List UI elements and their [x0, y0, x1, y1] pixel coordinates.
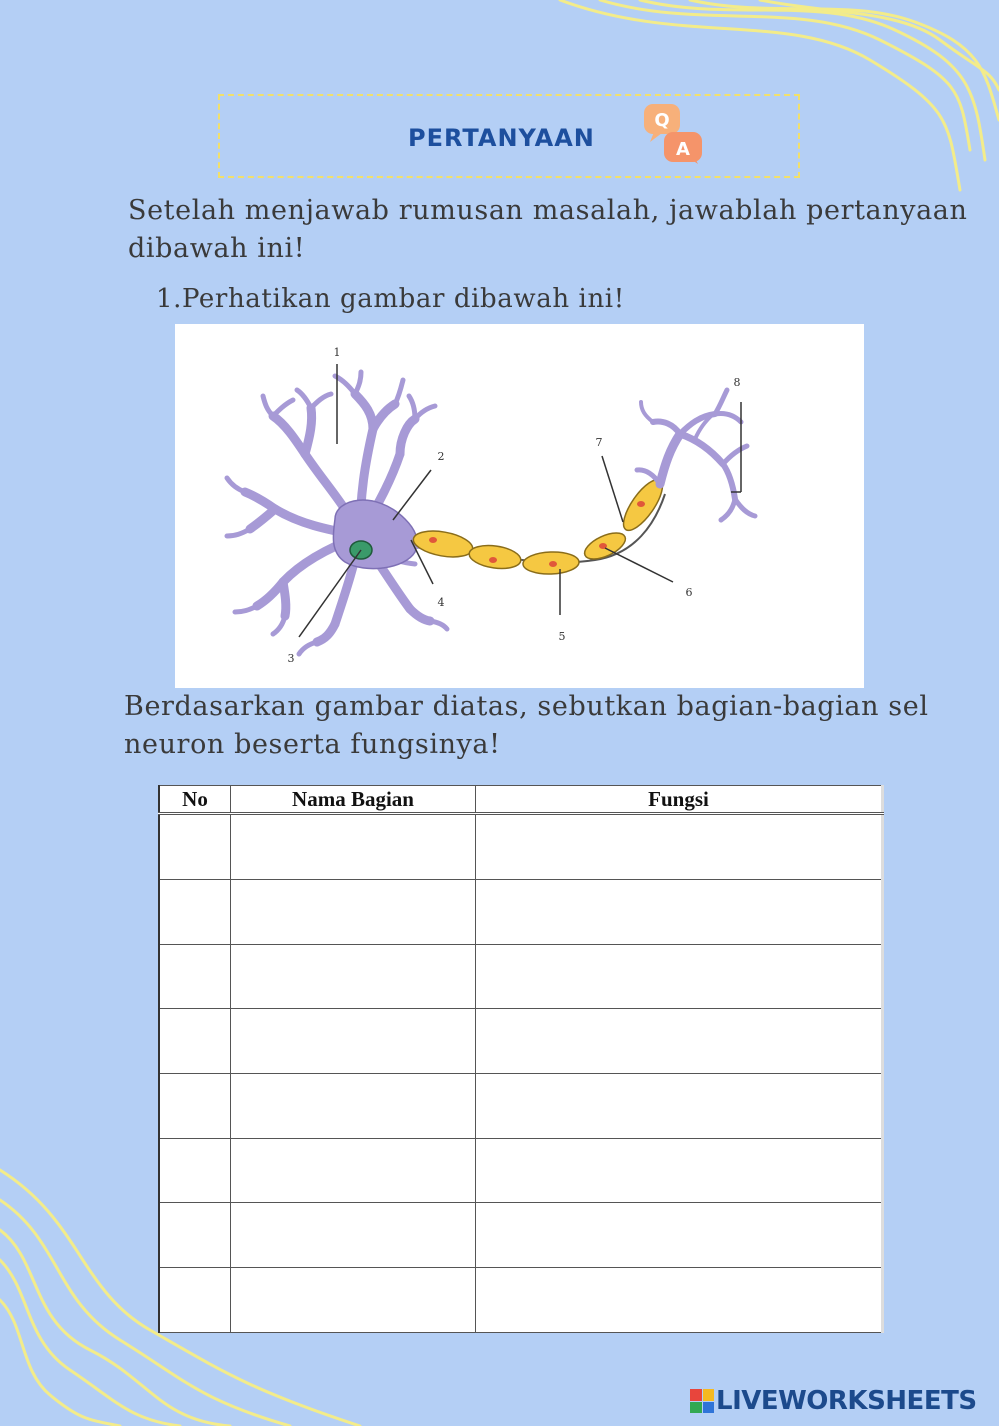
label-4: 4	[437, 596, 445, 609]
label-7: 7	[595, 436, 603, 449]
cell-fungsi[interactable]	[476, 1009, 883, 1074]
header-nama-bagian: Nama Bagian	[231, 786, 476, 814]
qa-icon-q: Q	[654, 110, 670, 131]
cell-fungsi[interactable]	[476, 1203, 883, 1268]
label-5: 5	[558, 630, 566, 643]
label-3: 3	[287, 652, 295, 665]
neuron-diagram	[175, 324, 864, 688]
label-8: 8	[733, 376, 741, 389]
cell-fungsi[interactable]	[476, 814, 883, 880]
table-row	[159, 1138, 883, 1203]
cell-no[interactable]	[159, 1073, 231, 1138]
table-row	[159, 1203, 883, 1268]
cell-no[interactable]	[159, 944, 231, 1009]
cell-no[interactable]	[159, 1268, 231, 1333]
cell-no[interactable]	[159, 1138, 231, 1203]
cell-nama-bagian[interactable]	[231, 1203, 476, 1268]
brand-name: LIVEWORKSHEETS	[716, 1386, 977, 1416]
myelin-sheath	[411, 474, 669, 575]
cell-fungsi[interactable]	[476, 879, 883, 944]
question-text: Berdasarkan gambar diatas, sebutkan bagian-bagian sel neuron beserta fungsinya!	[124, 691, 929, 760]
cell-nama-bagian[interactable]	[231, 879, 476, 944]
table-row	[159, 814, 883, 880]
cell-no[interactable]	[159, 879, 231, 944]
cell-no[interactable]	[159, 1203, 231, 1268]
label-2: 2	[437, 450, 445, 463]
answer-table	[158, 785, 884, 1333]
cell-nama-bagian[interactable]	[231, 944, 476, 1009]
header-no: No	[159, 786, 231, 814]
table-header-row	[159, 786, 883, 814]
cell-fungsi[interactable]	[476, 944, 883, 1009]
qa-icon-a: A	[676, 139, 690, 160]
intro-text: Setelah menjawab rumusan masalah, jawablah pertanyaan dibawah ini!	[128, 195, 968, 264]
table-row	[159, 1073, 883, 1138]
cell-body	[333, 500, 417, 569]
table-row	[159, 1268, 883, 1333]
label-1: 1	[333, 346, 341, 359]
cell-nama-bagian[interactable]	[231, 814, 476, 880]
cell-nama-bagian[interactable]	[231, 1138, 476, 1203]
cell-nama-bagian[interactable]	[231, 1073, 476, 1138]
liveworksheets-logo[interactable]	[690, 1386, 977, 1416]
cell-nama-bagian[interactable]	[231, 1009, 476, 1074]
cell-fungsi[interactable]	[476, 1073, 883, 1138]
cell-no[interactable]	[159, 1009, 231, 1074]
liveworksheets-icon	[690, 1389, 714, 1413]
cell-no[interactable]	[159, 814, 231, 880]
question-1: 1.Perhatikan gambar dibawah ini!	[156, 284, 625, 314]
neuron-figure	[175, 324, 864, 688]
label-6: 6	[685, 586, 693, 599]
table-row	[159, 1009, 883, 1074]
header-fungsi: Fungsi	[476, 786, 883, 814]
page-title: PERTANYAAN	[408, 124, 595, 152]
qa-chat-icon	[642, 104, 704, 164]
table-row	[159, 879, 883, 944]
table-row	[159, 944, 883, 1009]
cell-fungsi[interactable]	[476, 1268, 883, 1333]
cell-fungsi[interactable]	[476, 1138, 883, 1203]
cell-nama-bagian[interactable]	[231, 1268, 476, 1333]
